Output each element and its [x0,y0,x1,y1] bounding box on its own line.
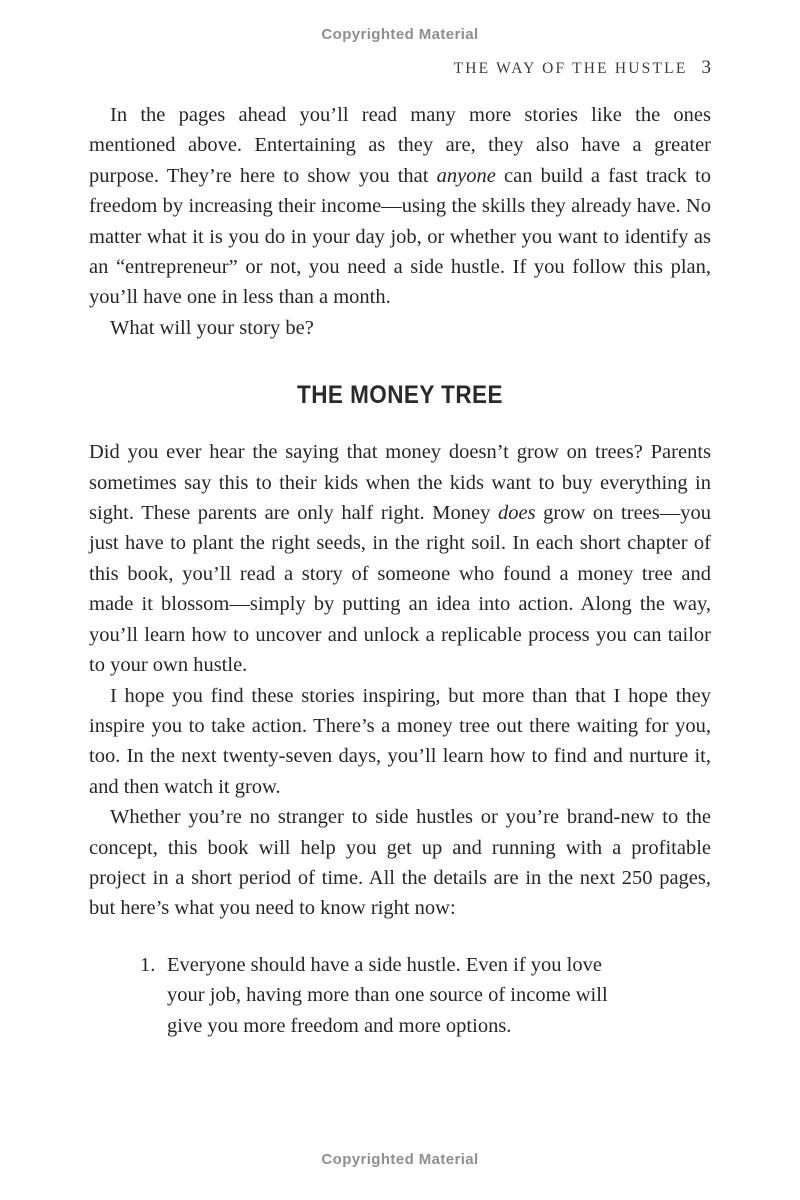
paragraph [89,681,711,803]
copyright-notice-top: Copyrighted Material [321,26,479,43]
list-item-text [167,950,637,1041]
text-block [89,100,711,1041]
italic-text: does [497,502,536,525]
paragraph [89,100,711,313]
italic-text: anyone [436,164,496,187]
body-text: Did you ever hear the saying that money doesn’t grow on trees? Parents sometimes say this to their kids when the kids want to buy everything in sight. These parents are only half right. Money [89,441,711,525]
paragraph [89,313,711,343]
body-text: Whether you’re no stranger to side hustles or you’re brand-new to the concept, this book will help you get up and running with a profitable project in a short period of time. All the details are in the next 250 pages, but here’s what you need to know right now: [89,806,711,920]
running-header-title: THE WAY OF THE HUSTLE [453,60,688,77]
body-text: What will your story be? [110,316,314,339]
page-number: 3 [701,57,711,78]
body-text: In the pages ahead you’ll read many more stories like the ones mentioned above. Entertaining as they are, they also have a greater purpose. They’re here to show you that [89,104,711,187]
body-text: can build a fast track to freedom by increasing their income—using the skills they already have. No matter what it is you do in your day job, or whether you want to identify as an “entrepreneur” or not, you need a side hustle. If you follow this plan, you’ll have one in less than a month. [89,164,711,309]
body-text: Everyone should have a side hustle. Even if you love your job, having more than one source of income will give you more freedom and more options. [167,953,608,1037]
list-item-number: 1. [140,953,156,976]
body-text: grow on trees—you just have to plant the right seeds, in the right soil. In each short chapter of this book, you’ll read a story of someone who found a money tree and made it blossom—simply by putting an idea into action. Along the way, you’ll learn how to uncover and unlock a replicable process you can tailor to your own hustle. [89,502,711,677]
list-item [140,950,711,1041]
section-heading: THE MONEY TREE [297,381,503,410]
running-header [89,57,711,79]
body-text: I hope you find these stories inspiring, but more than that I hope they inspire you to take action. There’s a money tree out there waiting for you, too. In the next twenty-seven days, you’ll learn how to find and nurture it, and then watch it grow. [89,684,711,798]
paragraph [89,437,711,680]
copyright-notice-bottom: Copyrighted Material [321,1151,479,1168]
paragraph [89,802,711,924]
numbered-list [89,950,711,1041]
